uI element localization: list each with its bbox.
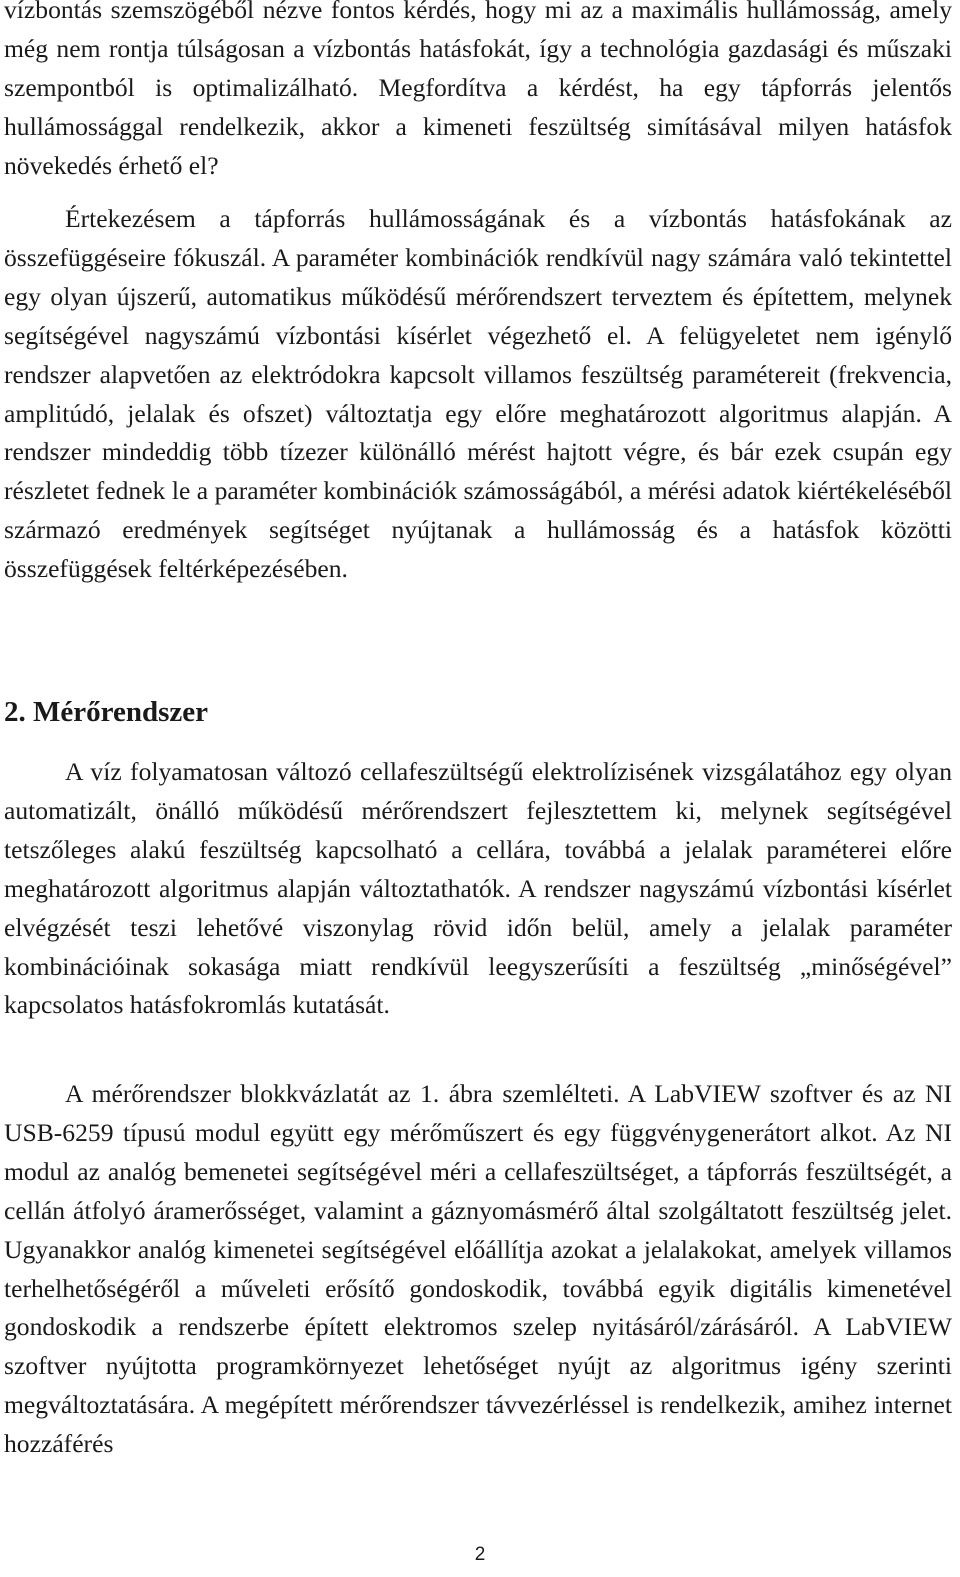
paragraph-measurement-system: A víz folyamatosan változó cellafeszültségű elektrolízisének vizsgálatához egy olyan automatizált, önálló működésű mérőrendszert fejlesztettem ki, melynek segítségével tetszőleges alakú feszültség kapcsolható a cellára, továbbá a jelalak paraméterei előre meghatározott algoritmus alapján változtathatók. A rendszer nagyszámú vízbontási kísérlet elvégzését teszi lehetővé viszonylag rövid időn belül, amely a jelalak paraméter kombinációinak sokasága miatt rendkívül leegyszerűsíti a feszültség „minőségével” kapcsolatos hatásfokromlás kutatását.: [4, 757, 952, 1020]
paragraph-dissertation-focus: Értekezésem a tápforrás hullámosságának és a vízbontás hatásfokának az összefüggéseire fókuszál. A paraméter kombinációk rendkívül nagy számára való tekintettel egy olyan újszerű, automatikus működésű mérőrendszert terveztem és építettem, melynek segítségével nagyszámú vízbontási kísérlet végezhető el. A felügyeletet nem igénylő rendszer alapvetően az elektródokra kapcsolt villamos feszültség paramétereit (frekvencia, amplitúdó, jelalak és ofszet) változtatja egy előre meghatározott algoritmus alapján. A rendszer mindeddig több tízezer különálló mérést hajtott végre, és bár ezek csupán egy részletet fednek le a paraméter kombinációk számosságából, a mérési adatok kiértékeléséből származó eredmények segítséget nyújtanak a hullámosság és a hatásfok közötti összefüggések feltérképezésében.: [4, 204, 952, 584]
paragraph-block-diagram: A mérőrendszer blokkvázlatát az 1. ábra szemlélteti. A LabVIEW szoftver és az NI USB-6259 típusú modul együtt egy mérőműszert és egy függvénygenerátort alkot. Az NI modul az analóg bemenetei segítségével méri a cellafeszültséget, a tápforrás feszültségét, a cellán átfolyó áramerősséget, valamint a gáznyomásmérő által szolgáltatott feszültség jelet. Ugyanakkor analóg kimenetei segítségével előállítja azokat a jelalakokat, amelyek villamos terhelhetőségéről a műveleti erősítő gondoskodik, továbbá egyik digitális kimenetével gondoskodik a rendszerbe épített elektromos szelep nyitásáról/zárásáról. A LabVIEW szoftver nyújtotta programkörnyezet lehetőséget nyújt az algoritmus igény szerinti megváltoztatására. A megépített mérőrendszer távvezérléssel is rendelkezik, amihez internet hozzáférés: [4, 1079, 952, 1459]
page-number: 2: [474, 1544, 486, 1565]
section-heading: 2. Mérőrendszer: [4, 696, 208, 728]
paragraph-intro-continuation: vízbontás szemszögéből nézve fontos kérdés, hogy mi az a maximális hullámosság, amely még nem rontja túlságosan a vízbontás hatásfokát, így a technológia gazdasági és műszaki szempontból is optimalizálható. Megfordítva a kérdést, ha egy tápforrás jelentős hullámossággal rendelkezik, akkor a kimeneti feszültség simításával milyen hatásfok növekedés érhető el?: [4, 0, 952, 180]
